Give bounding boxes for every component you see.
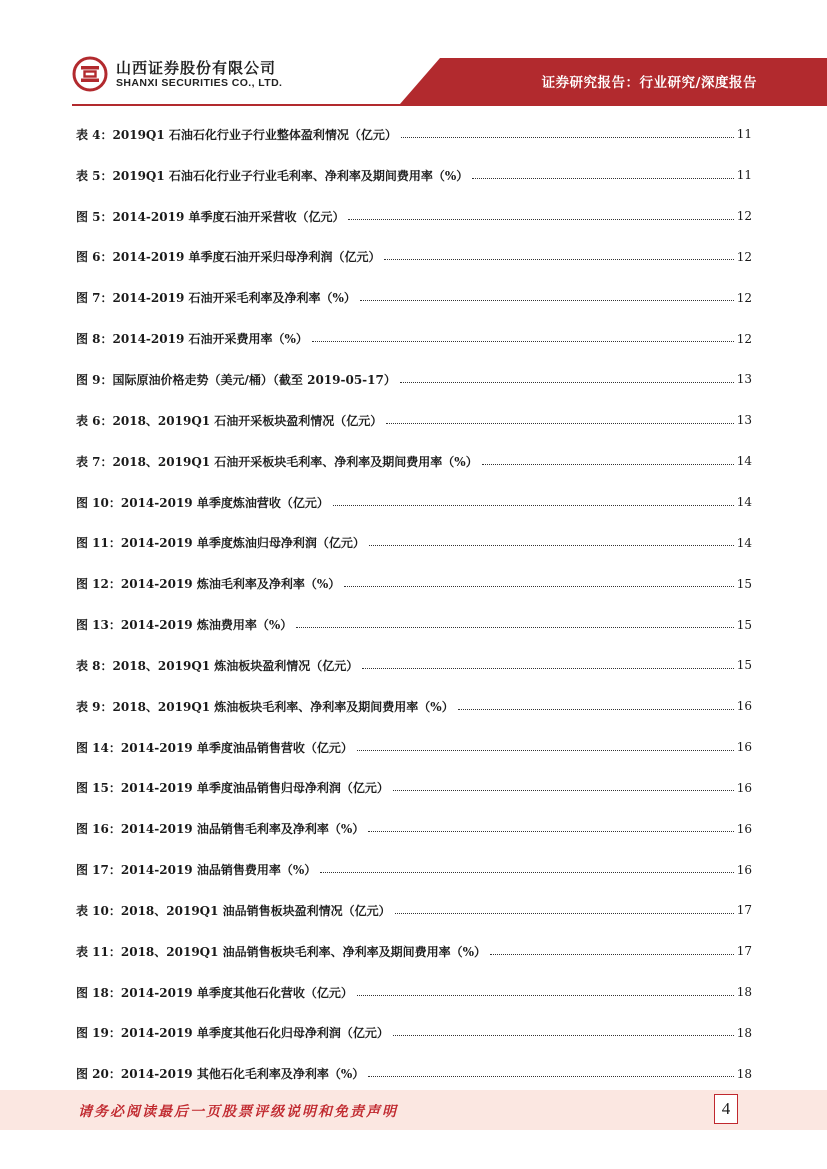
toc-leader-dots [458,709,734,710]
toc-leader-dots [344,586,733,587]
toc-leader-dots [482,464,734,465]
toc-entry-page: 16 [736,699,752,714]
toc-entry-page: 12 [736,209,752,224]
footer-disclaimer: 请务必阅读最后一页股票评级说明和免责声明 [78,1104,398,1120]
toc-entry-page: 11 [736,168,752,183]
toc-leader-dots [369,545,734,546]
toc-entry-label: 图 18：2014-2019 单季度其他石化营收（亿元） [76,985,353,1000]
toc-entry-label: 表 11：2018、2019Q1 油品销售板块毛利率、净利率及期间费用率（%） [76,944,487,959]
company-name-cn: 山西证券股份有限公司 [116,58,277,77]
toc-entry-label: 图 13：2014-2019 炼油费用率（%） [76,618,293,633]
toc-entry-page: 15 [736,576,752,591]
toc-entry-label: 图 17：2014-2019 油品销售费用率（%） [76,863,317,878]
toc-entry-label: 图 12：2014-2019 炼油毛利率及净利率（%） [76,577,341,592]
toc-entry-label: 图 11：2014-2019 单季度炼油归母净利润（亿元） [76,536,365,551]
toc-entry-label: 表 5：2019Q1 石油石化行业子行业毛利率、净利率及期间费用率（%） [76,168,469,183]
toc-leader-dots [386,423,733,424]
toc-entry-label: 表 4：2019Q1 石油石化行业子行业整体盈利情况（亿元） [76,127,397,142]
toc-leader-dots [320,872,733,873]
toc-entry-label: 表 10：2018、2019Q1 油品销售板块盈利情况（亿元） [76,903,391,918]
toc-leader-dots [401,137,734,138]
toc-entry[interactable] [76,1053,752,1094]
toc-entry-label: 表 6：2018、2019Q1 石油开采板块盈利情况（亿元） [76,413,383,428]
toc-entry-page: 11 [736,127,752,142]
toc-entry-label: 表 8：2018、2019Q1 炼油板块盈利情况（亿元） [76,658,359,673]
toc-entry-page: 16 [736,780,752,795]
toc-entry-label: 图 19：2014-2019 单季度其他石化归母净利润（亿元） [76,1026,389,1041]
toc-entry-label: 图 20：2014-2019 其他石化毛利率及净利率（%） [76,1067,365,1082]
toc-entry[interactable] [76,931,752,972]
toc-entry[interactable] [76,155,752,196]
toc-entry-label: 图 10：2014-2019 单季度炼油营收（亿元） [76,495,329,510]
toc-entry[interactable] [76,114,752,155]
toc-leader-dots [357,750,734,751]
toc-entry[interactable] [76,1013,752,1054]
toc-entry[interactable] [76,196,752,237]
toc-entry[interactable] [76,686,752,727]
toc-entry-label: 图 8：2014-2019 石油开采费用率（%） [76,332,308,347]
toc-entry-page: 13 [736,372,752,387]
page-number: 4 [714,1094,738,1124]
toc-entry[interactable] [76,400,752,441]
toc-entry[interactable] [76,890,752,931]
toc-entry-page: 17 [736,944,752,959]
toc-leader-dots [472,178,733,179]
company-logo [72,56,282,92]
toc-entry-page: 17 [736,903,752,918]
toc-entry-page: 14 [736,495,752,510]
toc-entry[interactable] [76,849,752,890]
toc-entry-page: 16 [736,821,752,836]
toc-entry-label: 图 5：2014-2019 单季度石油开采营收（亿元） [76,209,345,224]
toc-entry[interactable] [76,277,752,318]
toc-leader-dots [384,259,733,260]
toc-leader-dots [312,341,734,342]
toc-entry-page: 15 [736,658,752,673]
toc-entry-page: 13 [736,413,752,428]
toc-leader-dots [368,1076,733,1077]
toc-leader-dots [400,382,734,383]
toc-entry-label: 图 15：2014-2019 单季度油品销售归母净利润（亿元） [76,781,389,796]
toc-entry[interactable] [76,604,752,645]
toc-leader-dots [357,995,734,996]
toc-entry-label: 图 16：2014-2019 油品销售毛利率及净利率（%） [76,822,365,837]
toc-entry[interactable] [76,237,752,278]
toc-entry-label: 图 9：国际原油价格走势（美元/桶）（截至 2019-05-17） [76,372,396,387]
toc-entry-page: 12 [736,249,752,264]
toc-leader-dots [395,913,734,914]
toc-leader-dots [348,219,733,220]
toc-leader-dots [490,954,734,955]
page-header [0,0,827,110]
toc-entry-page: 14 [736,454,752,469]
toc-entry[interactable] [76,563,752,604]
toc-leader-dots [333,505,734,506]
toc-leader-dots [393,790,734,791]
toc-leader-dots [360,300,734,301]
toc-entry[interactable] [76,441,752,482]
toc-entry-label: 图 7：2014-2019 石油开采毛利率及净利率（%） [76,291,356,306]
toc-entry-label: 表 9：2018、2019Q1 炼油板块毛利率、净利率及期间费用率（%） [76,699,454,714]
toc-entry-page: 14 [736,535,752,550]
toc-entry-page: 12 [736,331,752,346]
toc-entry[interactable] [76,808,752,849]
toc-entry-page: 18 [736,1025,752,1040]
toc-leader-dots [393,1035,734,1036]
toc-entry[interactable] [76,645,752,686]
toc-entry[interactable] [76,972,752,1013]
logo-icon [72,56,108,92]
toc-entry[interactable] [76,768,752,809]
toc-leader-dots [296,627,733,628]
toc-entry-page: 15 [736,617,752,632]
toc-entry-page: 18 [736,1066,752,1081]
toc-leader-dots [368,831,733,832]
toc-leader-dots [362,668,733,669]
toc-entry-page: 18 [736,985,752,1000]
toc-entry[interactable] [76,727,752,768]
table-of-contents [76,114,752,1094]
toc-entry-page: 12 [736,290,752,305]
toc-entry[interactable] [76,359,752,400]
toc-entry[interactable] [76,318,752,359]
toc-entry-page: 16 [736,862,752,877]
toc-entry-label: 图 6：2014-2019 单季度石油开采归母净利润（亿元） [76,250,381,265]
toc-entry-label: 表 7：2018、2019Q1 石油开采板块毛利率、净利率及期间费用率（%） [76,454,478,469]
toc-entry[interactable] [76,482,752,523]
toc-entry-label: 图 14：2014-2019 单季度油品销售营收（亿元） [76,740,353,755]
report-type-label: 证券研究报告：行业研究/深度报告 [541,75,757,91]
toc-entry[interactable] [76,522,752,563]
toc-entry-page: 16 [736,740,752,755]
company-name-en: SHANXI SECURITIES CO., LTD. [116,76,283,89]
header-divider [72,104,827,106]
